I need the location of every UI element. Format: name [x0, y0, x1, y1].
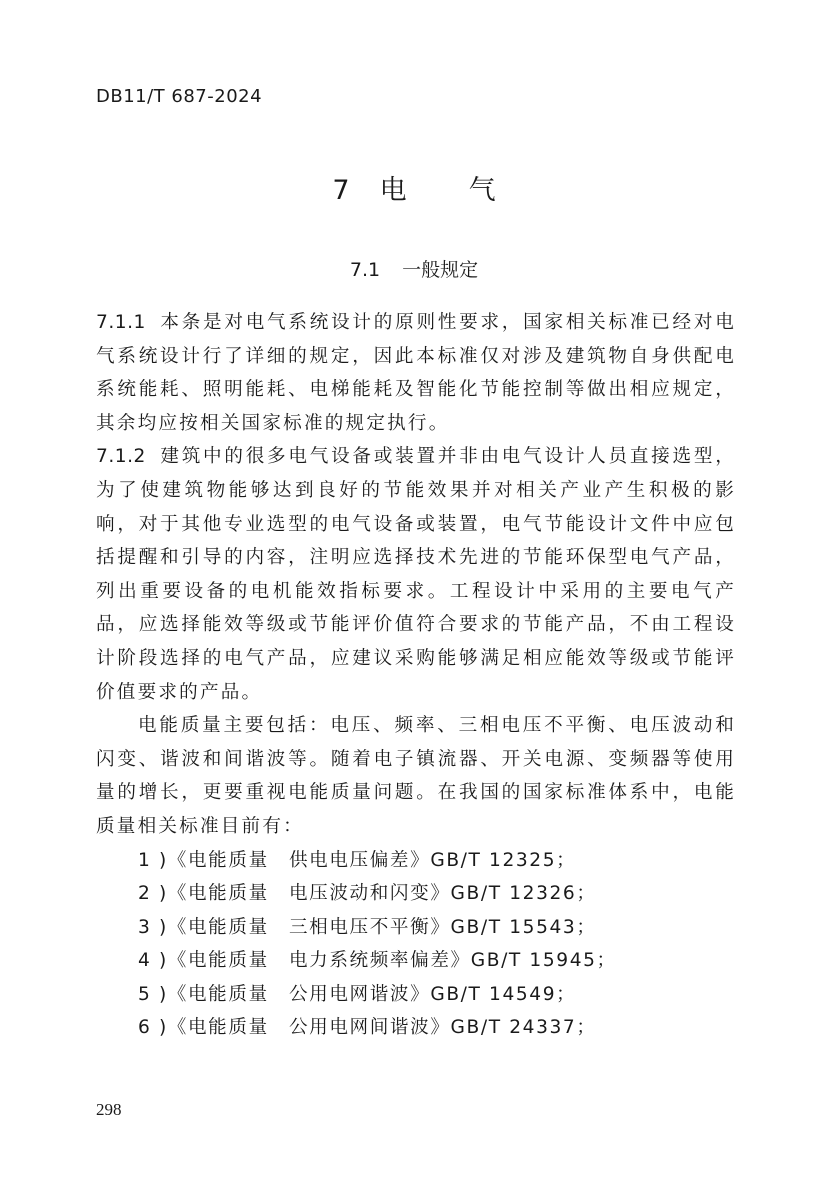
clause-text: 建筑中的很多电气设备或装置并非由电气设计人员直接选型，为了使建筑物能够达到良好的节能效果并对相关产业产生积极的影响，对于其他专业选型的电气设备或装置，电气节能设计文件中应包括提醒和引导的内容，注明应选择技术先进的节能环保型电气产品，列出重要设备的电机能效指标要求。工程设计中采用的主要电气产品，应选择能效等级或节能评价值符合要求的节能产品，不由工程设计阶段选择的电气产品，应建议采购能够满足相应能效等级或节能评价值要求的产品。 — [96, 446, 736, 703]
clause-text: 本条是对电气系统设计的原则性要求，国家相关标准已经对电气系统设计行了详细的规定，因此本标准仅对涉及建筑物自身供配电系统能耗、照明能耗、电梯能耗及智能化节能控制等做出相应规定，其余均应按相关国家标准的规定执行。 — [96, 312, 736, 434]
section-title-text: 一般规定 — [402, 259, 479, 281]
clause-paragraph — [96, 440, 736, 709]
clause-number: 7.1.1 — [96, 312, 146, 333]
chapter-title — [0, 168, 828, 207]
clause-number: 7.1.2 — [96, 446, 146, 468]
standard-code-header: DB11/T 687-2024 — [96, 86, 263, 107]
reference-item: 4 )《电能质量 电力系统频率偏差》GB/T 15945； — [138, 950, 617, 972]
section-number: 7.1 — [349, 259, 381, 281]
reference-list — [96, 844, 736, 1046]
page-number: 298 — [96, 1100, 122, 1119]
reference-item: 2 )《电能质量 电压波动和闪变》GB/T 12326； — [138, 883, 597, 905]
power-quality-paragraph: 电能质量主要包括：电压、频率、三相电压不平衡、电压波动和闪变、谐波和间谐波等。随着电子镇流器、开关电源、变频器等使用量的增长，更要重视电能质量问题。在我国的国家标准体系中，电能质量相关标准目前有： — [96, 715, 736, 837]
reference-item: 3 )《电能质量 三相电压不平衡》GB/T 15543； — [138, 916, 597, 938]
chapter-title-char-1: 电 — [379, 175, 407, 206]
reference-item: 1 )《电能质量 供电电压偏差》GB/T 12325； — [138, 849, 577, 871]
clause-paragraph — [96, 306, 736, 440]
chapter-title-char-2: 气 — [468, 175, 496, 206]
body-text — [96, 306, 736, 1045]
section-title — [0, 255, 828, 282]
chapter-number: 7 — [332, 175, 350, 206]
reference-item: 6 )《电能质量 公用电网间谐波》GB/T 24337； — [138, 1017, 597, 1039]
reference-item: 5 )《电能质量 公用电网谐波》GB/T 14549； — [138, 983, 577, 1005]
